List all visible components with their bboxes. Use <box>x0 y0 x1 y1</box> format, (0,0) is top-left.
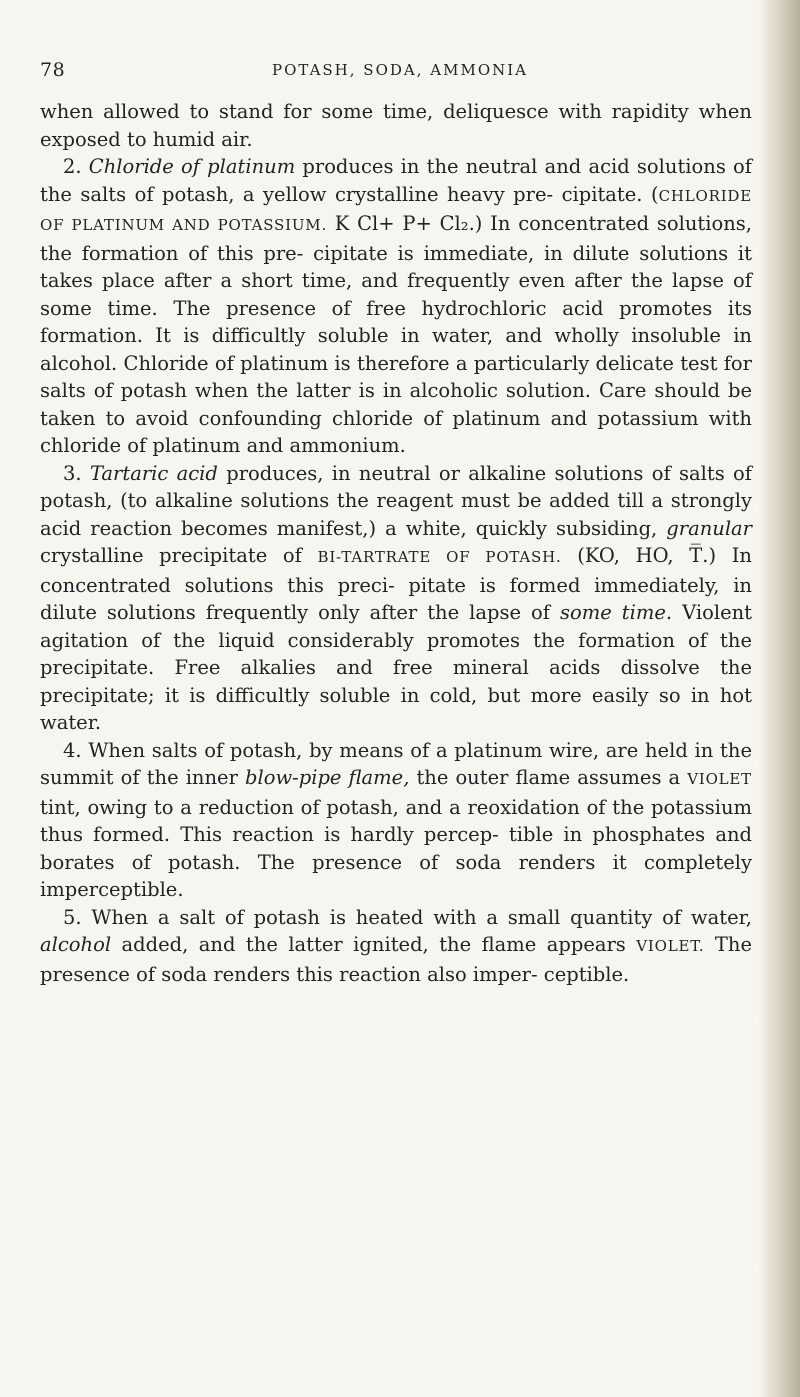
text-run: produces, in neutral or alkaline solutions of salts of potash, (to alkaline solutions the reagent must be added till a strongly acid reaction becomes manifest,) a white, quickly subsiding, <box>40 461 752 540</box>
italic-text: granular <box>666 516 752 540</box>
body-text <box>40 98 752 988</box>
page-header <box>40 59 760 87</box>
italic-text: blow-pipe flame, <box>244 766 410 789</box>
small-caps-text: VIOLET <box>687 770 752 788</box>
italic-text: some time. <box>560 601 673 624</box>
paragraph <box>40 904 752 989</box>
page-number: 78 <box>40 59 66 81</box>
paragraph <box>40 737 752 904</box>
text-run: added, and the latter ignited, the flame appears <box>111 933 637 956</box>
italic-text: Chloride of platinum <box>88 155 296 178</box>
text-run: tint, owing to a reduction of potash, and a reoxidation of the potassium thus formed. This reaction is hardly percep- tible in phosphates and borates of potash. The presence of soda renders it completely imperceptible. <box>40 795 752 901</box>
text-run: the outer flame assumes a <box>409 766 688 789</box>
text-run: produces in the neutral and acid solutions of the salts of potash, a yellow crystalline heavy pre- cipitate. ( <box>40 155 752 206</box>
small-caps-text: VIOLET. <box>636 937 705 955</box>
text-run: when allowed to stand for some time, deliquesce with rapidity when exposed to humid air. <box>40 100 752 151</box>
italic-text: Tartaric acid <box>89 461 218 485</box>
text-run: Violent agitation of the liquid considerably promotes the formation of the precipitate. Free alkalies and free mineral acids dissolve the precipitate; it is difficultly soluble in cold, but more easily so in hot water. <box>40 601 752 734</box>
small-caps-text: CHLORIDE OF PLATINUM AND POTASSIUM. <box>40 186 752 234</box>
text-run: K Cl+ P+ Cl₂.) In concentrated solutions, the formation of this pre- cipitate is immediate, in dilute solutions it takes place after a short time, and frequently even after the lapse of some time. The presence of free hydrochloric acid promotes its formation. It is difficultly soluble in water, and wholly insoluble in alcohol. Chloride of platinum is therefore a particularly delicate test for salts of potash when the latter is in alcoholic solution. Care should be taken to avoid confounding chloride of platinum and potassium with chloride of platinum and ammonium. <box>40 212 752 457</box>
paragraph <box>40 98 752 153</box>
text-run: crystalline precipitate of <box>40 544 318 567</box>
small-caps-text: BI-TARTRATE OF POTASH. <box>317 548 562 566</box>
page-edge-shadow <box>758 0 800 1397</box>
text-run: The presence of soda renders this reaction also imper- ceptible. <box>40 933 752 986</box>
paragraph <box>40 460 752 737</box>
paragraph <box>40 153 752 460</box>
text-run: (KO, HO, T̅.) In concentrated solutions this preci- pitate is formed immediately, in dilute solutions frequently only after the lapse of <box>40 544 752 624</box>
text-run: 5. When a salt of potash is heated with a small quantity of water, <box>63 905 752 929</box>
text-run: 4. When salts of potash, by means of a platinum wire, are held in the summit of the inner <box>40 738 752 789</box>
text-run: 3. <box>63 461 90 485</box>
text-run: 2. <box>63 155 89 178</box>
italic-text: alcohol <box>40 933 112 956</box>
running-head: POTASH, SODA, AMMONIA <box>272 61 528 79</box>
